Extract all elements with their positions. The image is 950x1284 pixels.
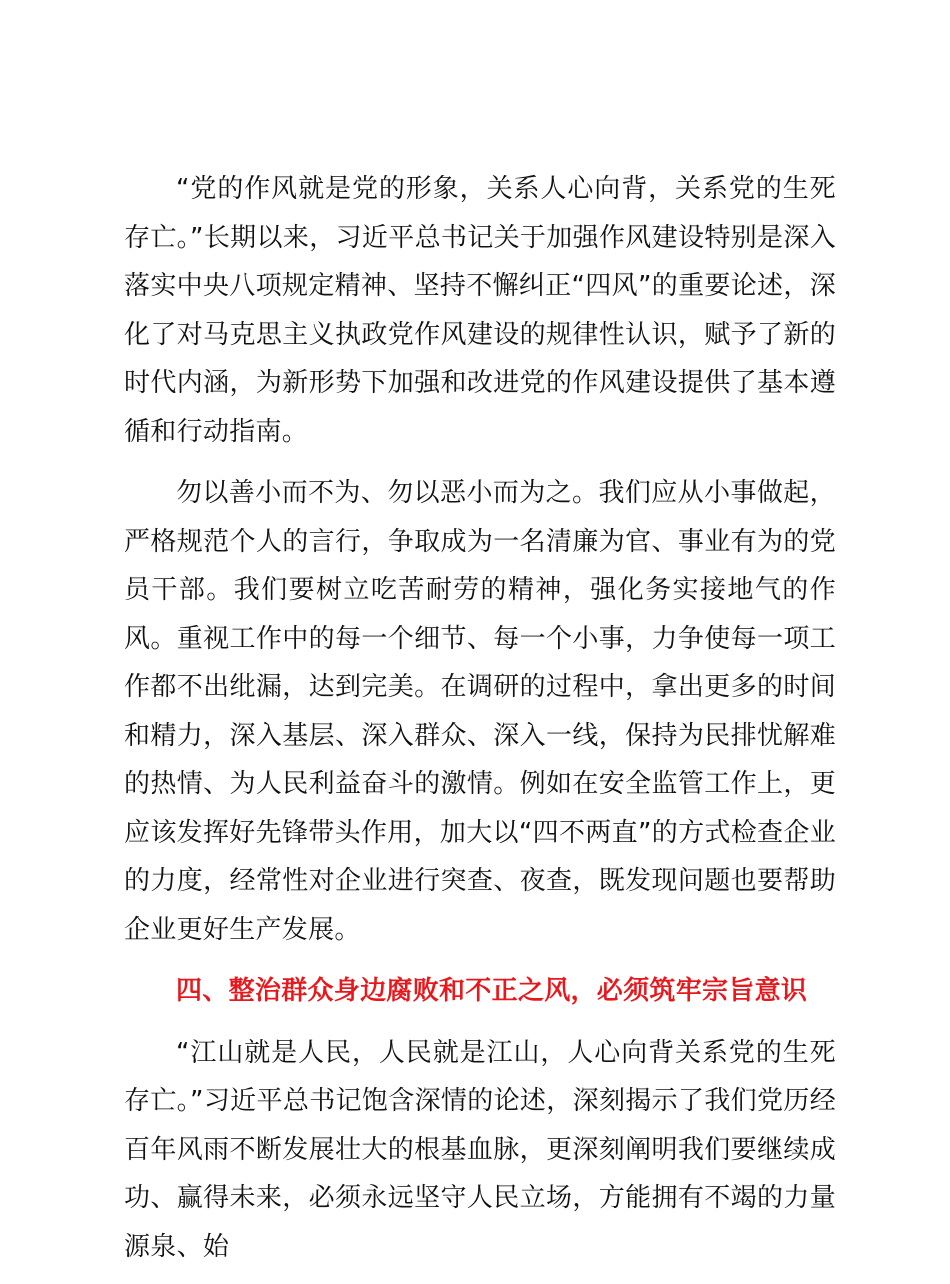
paragraph-people-country: “江山就是人民，人民就是江山，人心向背关系党的生死存亡。”习近平总书记饱含深情的论述，深刻揭示了我们党历经百年风雨不断发展壮大的根基血脉，更深刻阐明我们要继续成功、赢得未来，必须永远坚守人民立场，方能拥有不竭的力量源泉、始 xyxy=(124,1037,836,1262)
document-body xyxy=(124,165,836,1284)
paragraph-party-style: “党的作风就是党的形象，关系人心向背，关系党的生死存亡。”长期以来，习近平总书记关于加强作风建设特别是深入落实中央八项规定精神、坚持不懈纠正“四风”的重要论述，深化了对马克思主义执政党作风建设的规律性认识，赋予了新的时代内涵，为新形势下加强和改进党的作风建设提供了基本遵循和行动指南。 xyxy=(124,174,836,447)
paragraph-small-things: 勿以善小而不为、勿以恶小而为之。我们应从小事做起，严格规范个人的言行，争取成为一名清廉为官、事业有为的党员干部。我们要树立吃苦耐劳的精神，强化务实接地气的作风。重视工作中的每一个细节、每一个小事，力争使每一项工作都不出纰漏，达到完美。在调研的过程中，拿出更多的时间和精力，深入基层、深入群众、深入一线，保持为民排忧解难的热情、为人民利益奋斗的激情。例如在安全监管工作上，更应该发挥好先锋带头作用，加大以“四不两直”的方式检查企业的力度，经常性对企业进行突查、夜查，既发现问题也要帮助企业更好生产发展。 xyxy=(124,478,836,945)
section-heading-four: 四、整治群众身边腐败和不正之风，必须筑牢宗旨意识 xyxy=(176,976,808,1006)
